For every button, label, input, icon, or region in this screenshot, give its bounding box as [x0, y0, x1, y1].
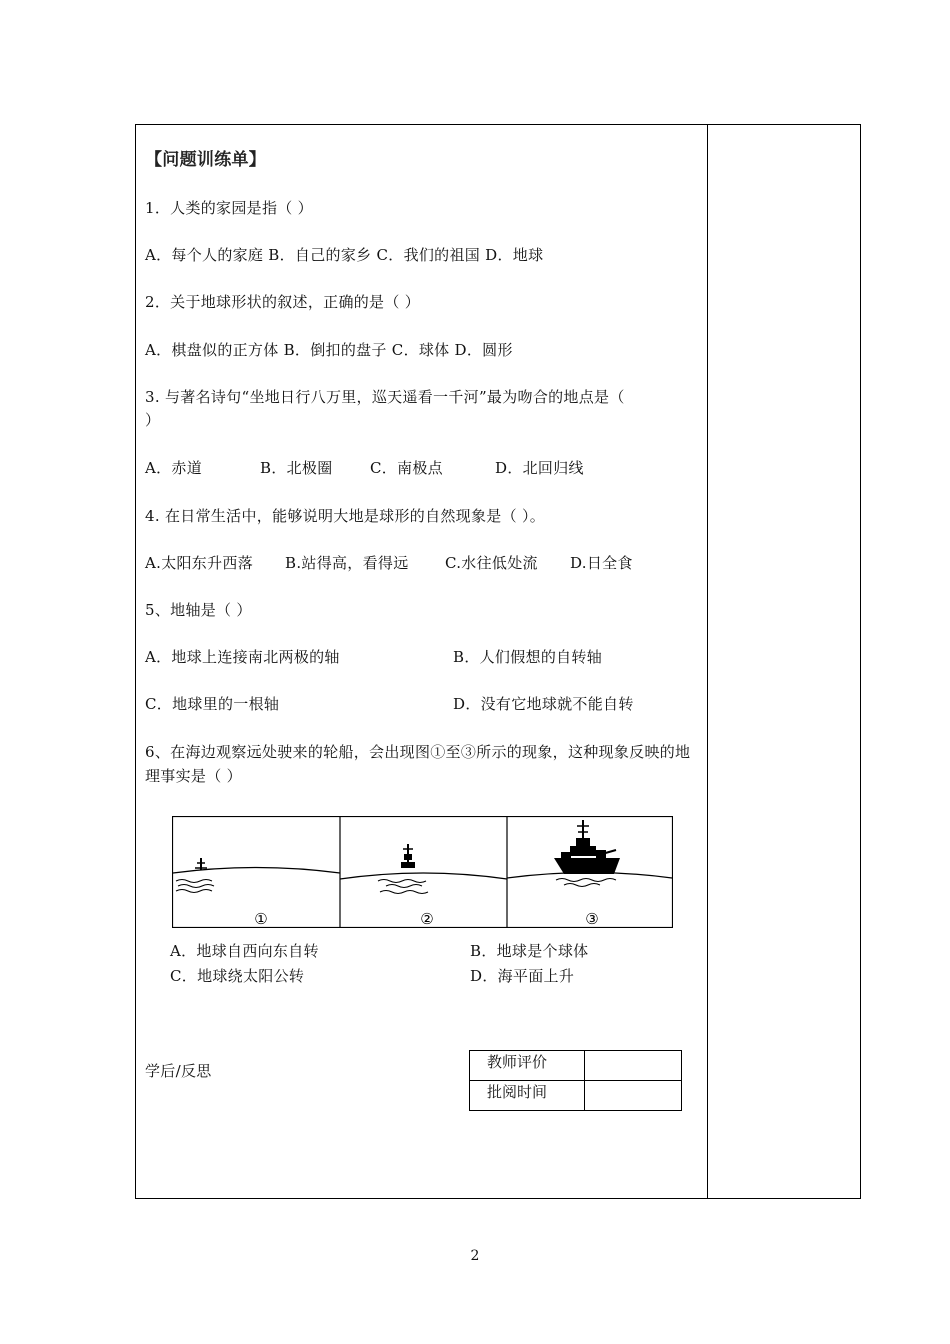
- question-5-option-b: B．人们假想的自转轴: [453, 648, 603, 666]
- reflection-label: 学后/反思: [145, 1062, 212, 1080]
- question-1-options: A．每个人的家庭 B．自己的家乡 C．我们的祖国 D．地球: [145, 246, 544, 264]
- question-2-stem: 2．关于地球形状的叙述，正确的是（ ）: [145, 293, 421, 311]
- question-5-option-c: C．地球里的一根轴: [145, 695, 280, 713]
- question-3-stem-line1: 3. 与著名诗句“坐地日行八万里，巡天遥看一千河”最为吻合的地点是（: [145, 388, 625, 406]
- review-time-label: 批阅时间: [470, 1081, 585, 1111]
- review-time-cell[interactable]: [585, 1081, 682, 1111]
- section-heading: 【问题训练单】: [145, 150, 267, 170]
- question-3-option-a: A．赤道: [145, 459, 203, 477]
- question-6-stem: 6、在海边观察远处驶来的轮船，会出现图①至③所示的现象，这种现象反映的地理事实是（ ）: [145, 743, 691, 785]
- ship-horizon-figure: [172, 816, 673, 928]
- question-4-option-c: C.水往低处流: [445, 554, 538, 572]
- teacher-eval-label: 教师评价: [470, 1051, 585, 1081]
- question-6-option-c: C．地球绕太阳公转: [170, 967, 305, 985]
- question-5-stem: 5、地轴是（ ）: [145, 601, 252, 619]
- question-6-option-d: D．海平面上升: [470, 967, 575, 985]
- question-3-option-d: D．北回归线: [495, 459, 584, 477]
- question-1-stem: 1．人类的家园是指（ ）: [145, 199, 313, 217]
- teacher-eval-cell[interactable]: [585, 1051, 682, 1081]
- question-3-option-c: C．南极点: [370, 459, 443, 477]
- figure-label-1: ①: [254, 910, 268, 928]
- figure-label-2: ②: [420, 910, 434, 928]
- question-2-options: A．棋盘似的正方体 B．倒扣的盘子 C．球体 D．圆形: [145, 341, 513, 359]
- figure-label-3: ③: [585, 910, 599, 928]
- page-number: 2: [470, 1248, 480, 1264]
- evaluation-table: [469, 1050, 682, 1111]
- question-5-option-a: A．地球上连接南北两极的轴: [145, 648, 340, 666]
- question-4-option-a: A.太阳东升西落: [145, 554, 254, 572]
- question-4-stem: 4. 在日常生活中，能够说明大地是球形的自然现象是（ ）。: [145, 507, 546, 525]
- question-5-option-d: D．没有它地球就不能自转: [453, 695, 634, 713]
- question-6-option-b: B．地球是个球体: [470, 942, 589, 960]
- question-3-option-b: B．北极圈: [260, 459, 333, 477]
- question-4-option-d: D.日全食: [570, 554, 633, 572]
- question-4-option-b: B.站得高，看得远: [285, 554, 409, 572]
- question-3-stem-line2: ）: [145, 411, 161, 429]
- question-6-option-a: A．地球自西向东自转: [170, 942, 319, 960]
- column-divider: [707, 124, 708, 1199]
